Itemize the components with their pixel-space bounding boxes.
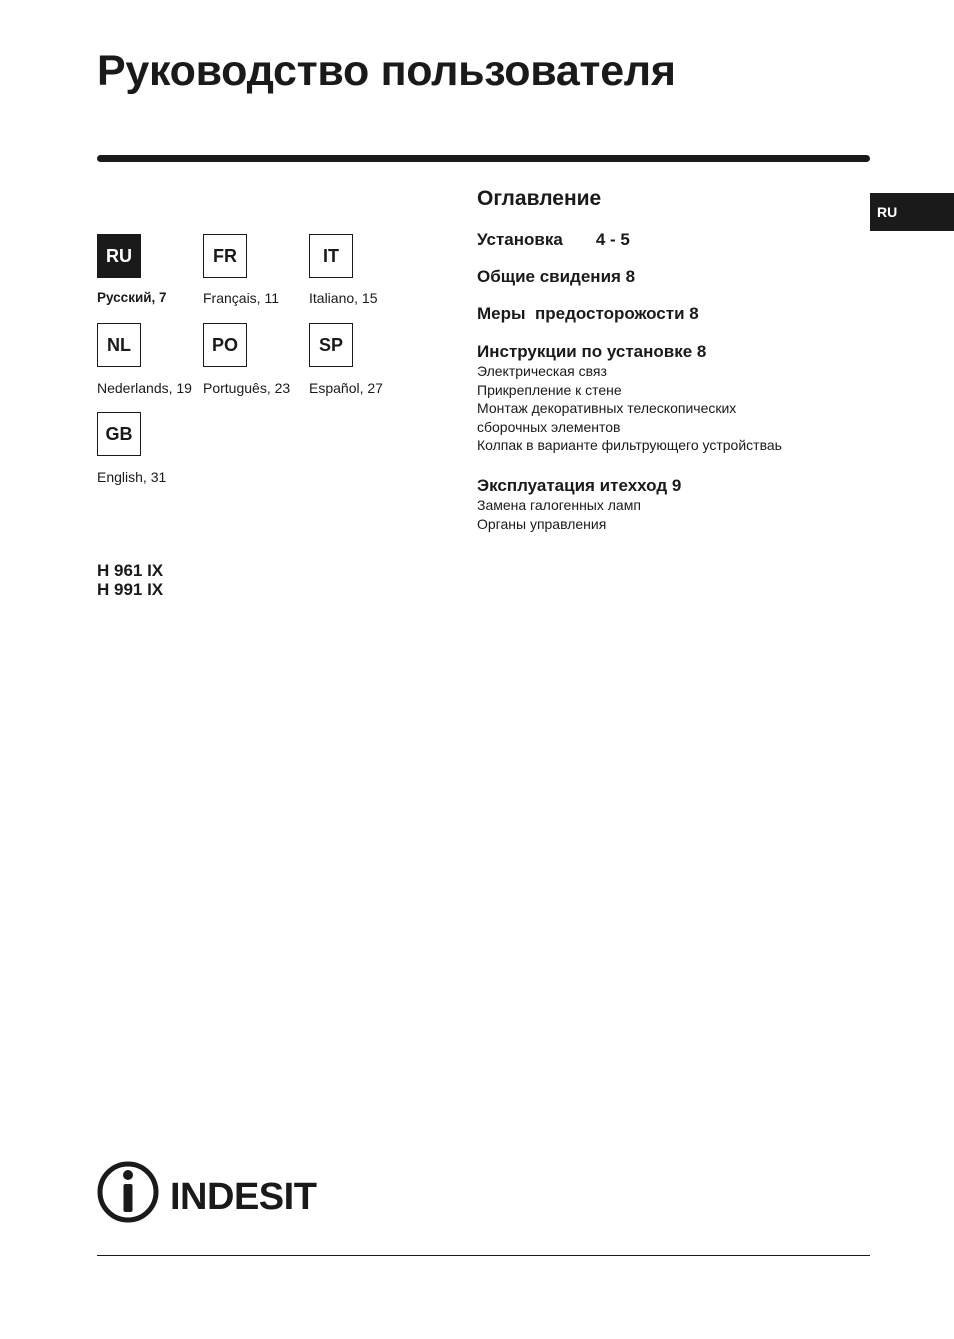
language-label-gb[interactable]: English, 31 [97, 469, 167, 485]
language-box-nl[interactable]: NL [97, 323, 141, 367]
indesit-logo [97, 1158, 337, 1226]
model-name: H 961 IX [97, 561, 164, 580]
language-label-po[interactable]: Português, 23 [203, 380, 291, 396]
toc-item-operation[interactable]: Эксплуатация итехход 9 [477, 476, 682, 495]
toc-subitem[interactable]: Монтаж декоративных телескопических [477, 400, 737, 416]
toc-item-general-info[interactable]: Общие свидения 8 [477, 267, 636, 286]
language-box-ru[interactable]: RU [97, 234, 141, 278]
footer-divider [97, 1255, 870, 1256]
indesit-logo-icon [100, 1164, 156, 1220]
brand-name: INDESIT [170, 1176, 317, 1218]
language-box-gb[interactable]: GB [97, 412, 141, 456]
toc-subitem[interactable]: Замена галогенных ламп [477, 497, 641, 513]
toc-subitem[interactable]: Электрическая связ [477, 363, 607, 379]
toc-item-install-instructions[interactable]: Инструкции по установке 8 [477, 342, 707, 361]
language-label-it[interactable]: Italiano, 15 [309, 290, 378, 306]
model-name: H 991 IX [97, 580, 164, 599]
language-box-it[interactable]: IT [309, 234, 353, 278]
toc-subitem[interactable]: Прикрепление к стене [477, 382, 622, 398]
page-title: Руководство пользователя [97, 47, 676, 95]
toc-subitem[interactable]: Органы управления [477, 516, 607, 532]
language-side-tab: RU [870, 193, 954, 231]
language-label-fr[interactable]: Français, 11 [203, 290, 279, 306]
language-label-sp[interactable]: Español, 27 [309, 380, 383, 396]
toc-subitem[interactable]: Колпак в варианте фильтрующего устройстваь [477, 437, 782, 453]
toc-subitem[interactable]: сборочных элементов [477, 419, 621, 435]
toc-item-installation[interactable]: Установка 4 - 5 [477, 230, 630, 249]
language-box-po[interactable]: PO [203, 323, 247, 367]
title-divider [97, 155, 870, 162]
toc-heading: Оглавление [477, 187, 602, 210]
language-label-ru[interactable]: Русский, 7 [97, 290, 167, 305]
language-box-sp[interactable]: SP [309, 323, 353, 367]
language-label-nl[interactable]: Nederlands, 19 [97, 380, 192, 396]
toc-item-precautions[interactable]: Меры предосторожости 8 [477, 304, 699, 323]
language-box-fr[interactable]: FR [203, 234, 247, 278]
